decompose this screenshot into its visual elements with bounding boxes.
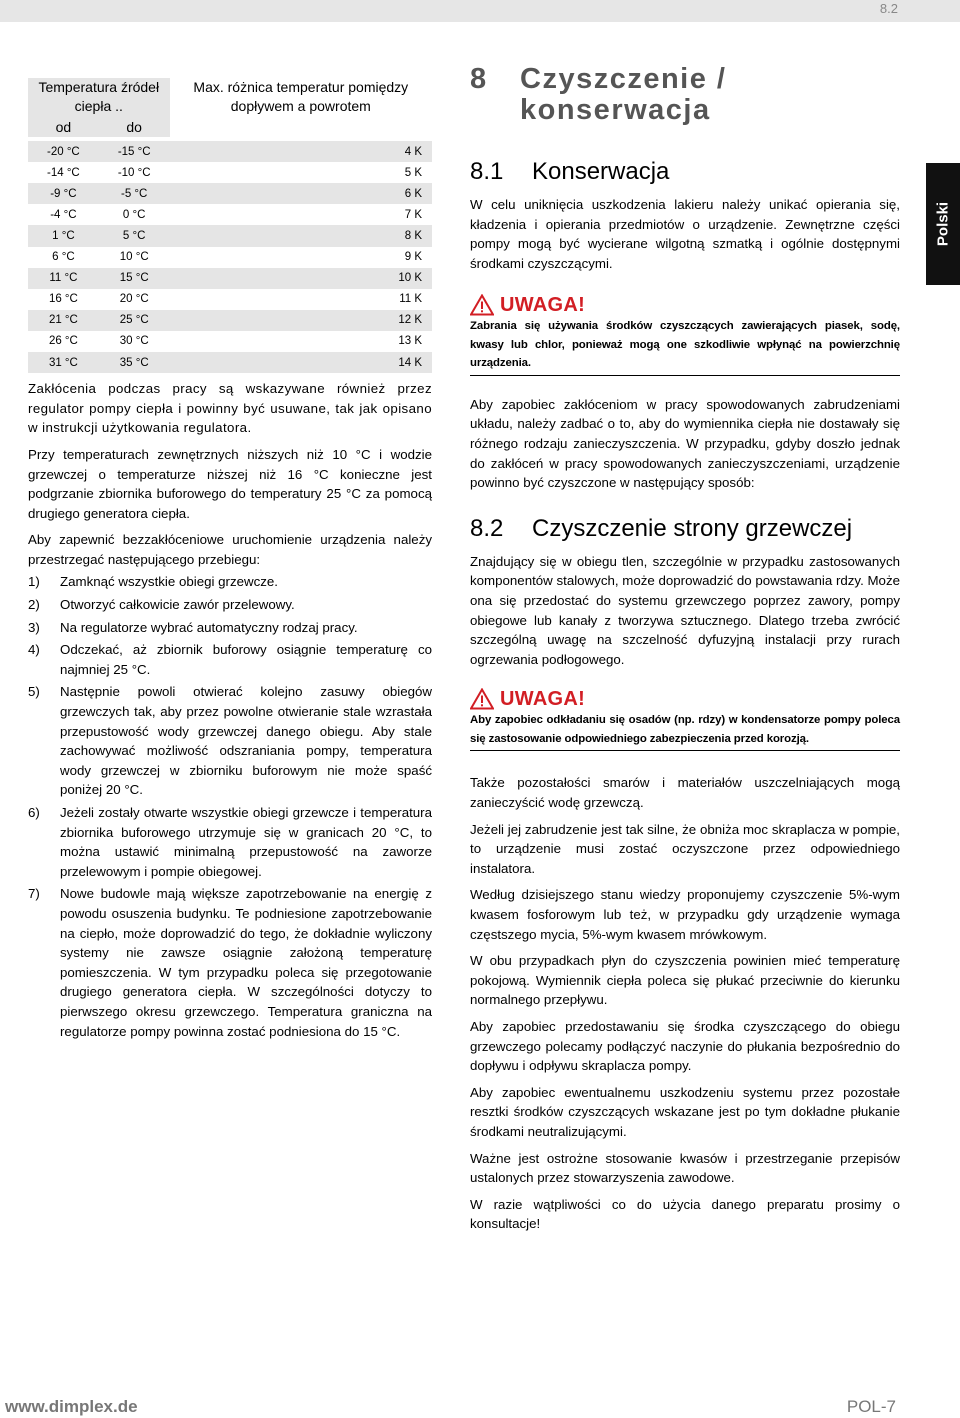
cell-from: 6 °C — [52, 251, 75, 264]
language-tab — [926, 163, 960, 285]
table-row — [28, 141, 432, 162]
step-number: 1) — [28, 574, 40, 590]
warning-label: UWAGA! — [500, 687, 586, 710]
cell-diff: 10 K — [170, 268, 432, 289]
cell-to: 5 °C — [99, 225, 170, 246]
cell-from: 26 °C — [48, 335, 78, 348]
chapter-heading — [470, 64, 900, 126]
header-max-diff: Max. różnica temperatur pomiędzy dopływem a powrotem — [170, 78, 432, 137]
step-text: Zamknąć wszystkie obiegi grzewcze. — [60, 574, 278, 590]
startup-steps — [28, 572, 432, 1041]
warning-triangle-icon — [470, 688, 494, 710]
warning-text-1: Zabrania się używania środków czyszczących zawierających piasek, sodę, kwasy lub chlor, ponieważ mogą one szkodliwie wpłynąć na powierzchnię urządzenia. — [470, 317, 900, 376]
cell-from: -9 °C — [28, 183, 99, 204]
paragraph-grease: Także pozostałości smarów i materiałów uszczelniających mogą zanieczyścić wodę grzewczą. — [470, 775, 900, 810]
section-heading-8-2 — [470, 515, 900, 543]
step-text: Jeżeli zostały otwarte wszystkie obiegi grzewcze i temperatura zbiornika buforowego utrzymuje się w granicach 20 °C, to można ustawić minimalną przepustowość na zaworze przelewowym i pompie obiegowej. — [60, 805, 432, 879]
paragraph-flush-vessel: Aby zapobiec przedostawaniu się środka czyszczącego do obiegu grzewczego polecamy podłączyć naczynie do płukania bezpośrednio do dopływu i odpływu skraplacza pompy. — [470, 1018, 900, 1074]
table-row — [28, 162, 432, 183]
paragraph-consult: W razie wątpliwości co do użycia danego preparatu prosimy o konsultacje! — [470, 1196, 900, 1232]
cell-from: 21 °C — [28, 310, 99, 331]
right-column — [470, 58, 900, 1241]
cell-from: 31 °C — [28, 352, 99, 373]
warning-triangle-icon — [470, 294, 494, 316]
cell-from: 11 °C — [28, 268, 99, 289]
section-heading-8-1 — [470, 158, 900, 186]
paragraph-startup: Aby zapewnić bezzakłóceniowe uruchomienie urządzenia należy przestrzegać następującego przebiegu: — [28, 532, 432, 567]
section-number-8-2: 8.2 — [470, 514, 504, 542]
cell-to: -10 °C — [117, 166, 151, 179]
cell-from: -4 °C — [50, 208, 77, 221]
chapter-number: 8 — [470, 63, 488, 95]
warning-label: UWAGA! — [500, 293, 586, 316]
left-column — [28, 78, 432, 1044]
footer-page-number: POL-7 — [846, 1397, 896, 1416]
step-number: 3) — [28, 619, 40, 635]
header-to: do — [99, 116, 170, 137]
paragraph-faults: Zakłócenia podczas pracy są wskazywane również przez regulator pompy ciepła i powinny być usuwane, tak jak opisano w instrukcji użytkowania regulatora. — [28, 381, 432, 436]
step-number: 6) — [28, 805, 40, 820]
table-row — [28, 268, 432, 289]
table-row — [28, 225, 432, 246]
cell-diff: 5 K — [404, 166, 422, 179]
paragraph-oxygen: Znajdujący się w obiegu tlen, szczególnie w przypadku zastosowanych komponentów stalowych, może doprowadzić do powstawania rdzy. Może ona się przedostać do systemu grzewczego poprzez zawory, pompy obiegowe lub kanały z tworzywa sztucznego. Dlatego trzeba zwrócić szczególną uwagę na szczelność dyfuzyjną instalacji przy rurach ogrzewania podłogowego. — [470, 553, 900, 667]
table-row — [28, 289, 432, 310]
cell-from: -14 °C — [47, 166, 80, 179]
cell-to: -15 °C — [99, 141, 170, 162]
step-text: Otworzyć całkowicie zawór przelewowy. — [60, 597, 295, 613]
paragraph-maintenance: W celu uniknięcia uszkodzenia lakieru należy unikać opierania się, kładzenia i opierania przedmiotów o urządzenie. Zewnętrzne części pompy mogą być wycierane wilgotną szmatką i ogólnie dostępnymi środkami czyszczącymi. — [470, 197, 900, 271]
warning-box-1 — [470, 293, 900, 376]
table-row — [28, 183, 432, 204]
cell-to: 15 °C — [99, 268, 170, 289]
step-text: Nowe budowle mają większe zapotrzebowanie na energię z powodu osuszenia budynku. Te podniesione zapotrzebowanie na ciepło, może doprowadzić do tego, że dokładnie wyliczony systemy nie zawsze osiągnie założoną temperaturę pomieszczenia. W tym przypadku poleca się przegotowanie drugiego generatora ciepła. W szczególności dotyczy to pierwszego okresu grzewczego. Temperatura graniczna na regulatorze pompy powinna zostać podniesiona do 15 °C. — [60, 886, 432, 1039]
paragraph-low-temp: Przy temperaturach zewnętrznych niższych niż 10 °C i wodzie grzewczej o temperaturze niższej niż 16 °C konieczne jest podgrzanie zbiornika buforowego do temperatury 25 °C za pomocą drugiego generatora ciepła. — [28, 446, 432, 521]
cell-diff: 9 K — [404, 251, 422, 264]
cell-to: 30 °C — [119, 335, 149, 348]
cell-from: 1 °C — [28, 225, 99, 246]
section-title-8-1: Konserwacja — [532, 158, 670, 185]
list-item — [28, 803, 432, 881]
cell-diff: 4 K — [170, 141, 432, 162]
warning-text-2: Aby zapobiec odkładaniu się osadów (np. rdzy) w kondensatorze pompy poleca się zastosowanie odpowiedniego zabezpieczenia przed korozją. — [470, 711, 900, 751]
cell-to: -5 °C — [99, 183, 170, 204]
warning-title-2 — [470, 687, 900, 711]
step-number: 4) — [28, 642, 40, 658]
paragraph-regulations: Ważne jest ostrożne stosowanie kwasów i przestrzeganie przepisów ustalonych przez stowarzyszenia zawodowe. — [470, 1150, 900, 1186]
step-number: 5) — [28, 684, 40, 700]
warning-title-1 — [470, 293, 900, 317]
list-item — [28, 595, 432, 615]
cell-diff: 13 K — [398, 335, 422, 348]
step-number: 2) — [28, 597, 40, 613]
section-number: 8.2 — [879, 1, 898, 16]
footer-website[interactable]: www.dimplex.de — [5, 1397, 138, 1416]
table-row — [28, 204, 432, 225]
paragraph-contamination: Aby zapobiec zakłóceniom w pracy spowodowanych zabrudzeniami układu, należy zadbać o to, aby do wymiennika ciepła nie dostawały się różnego rodzaju zanieczyszczenia. W przypadku, gdyby doszło jednak do zakłóceń w pracy spowodowanych zanieczyszczeniami, urządzenie powinno być czyszczone w następujący sposób: — [470, 396, 900, 491]
step-text: Następnie powoli otwierać kolejno zasuwy obiegów grzewczych tak, aby przez powolne otwieranie stale wzrastała przepustowość wody grzewczej danego obiegu. Aby stale zachowywać możliwość odszraniania pompy, temperatura wody grzewczej w zbiorniku buforowym nie może spaść poniżej 20 °C. — [60, 684, 432, 798]
cell-from: 16 °C — [48, 293, 78, 306]
chapter-title-line2: konserwacja — [520, 94, 711, 126]
list-item — [28, 572, 432, 592]
cell-to: 0 °C — [122, 208, 146, 221]
table-row — [28, 247, 432, 268]
list-item — [28, 884, 432, 1041]
list-item — [28, 618, 432, 638]
cell-diff: 12 K — [170, 310, 432, 331]
section-number-8-1: 8.1 — [470, 158, 504, 185]
paragraph-room-temp: W obu przypadkach płyn do czyszczenia powinien mieć temperaturę pokojową. Wymiennik ciepła poleca się płukać przeciwnie do kierunku normalnego przepływu. — [470, 953, 900, 1008]
temperature-table — [28, 78, 432, 373]
cell-diff: 14 K — [170, 352, 432, 373]
cell-to: 35 °C — [99, 352, 170, 373]
cell-diff: 11 K — [399, 293, 422, 306]
step-number: 7) — [28, 886, 40, 902]
cell-diff: 7 K — [404, 208, 422, 221]
cell-from: -20 °C — [28, 141, 99, 162]
paragraph-installer: Jeżeli jej zabrudzenie jest tak silne, że obniża moc skraplacza w pompie, to urządzenie musi zostać oczyszczone przez odpowiedniego instalatora. — [470, 821, 900, 876]
cell-diff: 8 K — [170, 225, 432, 246]
chapter-title-line1: Czyszczenie / — [520, 63, 727, 95]
top-bar — [0, 0, 960, 22]
table-row — [28, 310, 432, 331]
cell-to: 25 °C — [99, 310, 170, 331]
paragraph-acid: Według dzisiejszego stanu wiedzy proponujemy czyszczenie 5%-wym kwasem fosforowym lub też, w przypadku gdy urządzenie wymaga częstszego mycia, 5%-wym kwasem mrówkowym. — [470, 887, 900, 942]
table-row — [28, 331, 432, 352]
section-title-8-2: Czyszczenie strony grzewczej — [532, 514, 853, 542]
header-source-temp: Temperatura źródeł ciepła .. — [28, 78, 170, 116]
warning-box-2 — [470, 687, 900, 751]
cell-to: 20 °C — [119, 293, 149, 306]
list-item — [28, 682, 432, 800]
table-header-row — [28, 78, 432, 116]
cell-diff: 6 K — [170, 183, 432, 204]
list-item — [28, 640, 432, 679]
paragraph-neutralize: Aby zapobiec ewentualnemu uszkodzeniu systemu przez pozostałe resztki środków czyszczących wskazane jest po tym dokładne płukanie środkami neutralizującymi. — [470, 1084, 900, 1139]
cell-to: 10 °C — [119, 251, 149, 264]
language-tab-label: Polski — [934, 201, 952, 247]
step-text: Na regulatorze wybrać automatyczny rodzaj pracy. — [60, 619, 358, 635]
table-row — [28, 352, 432, 373]
header-from: od — [28, 116, 99, 137]
step-text: Odczekać, aż zbiornik buforowy osiągnie temperaturę co najmniej 25 °C. — [60, 642, 432, 677]
